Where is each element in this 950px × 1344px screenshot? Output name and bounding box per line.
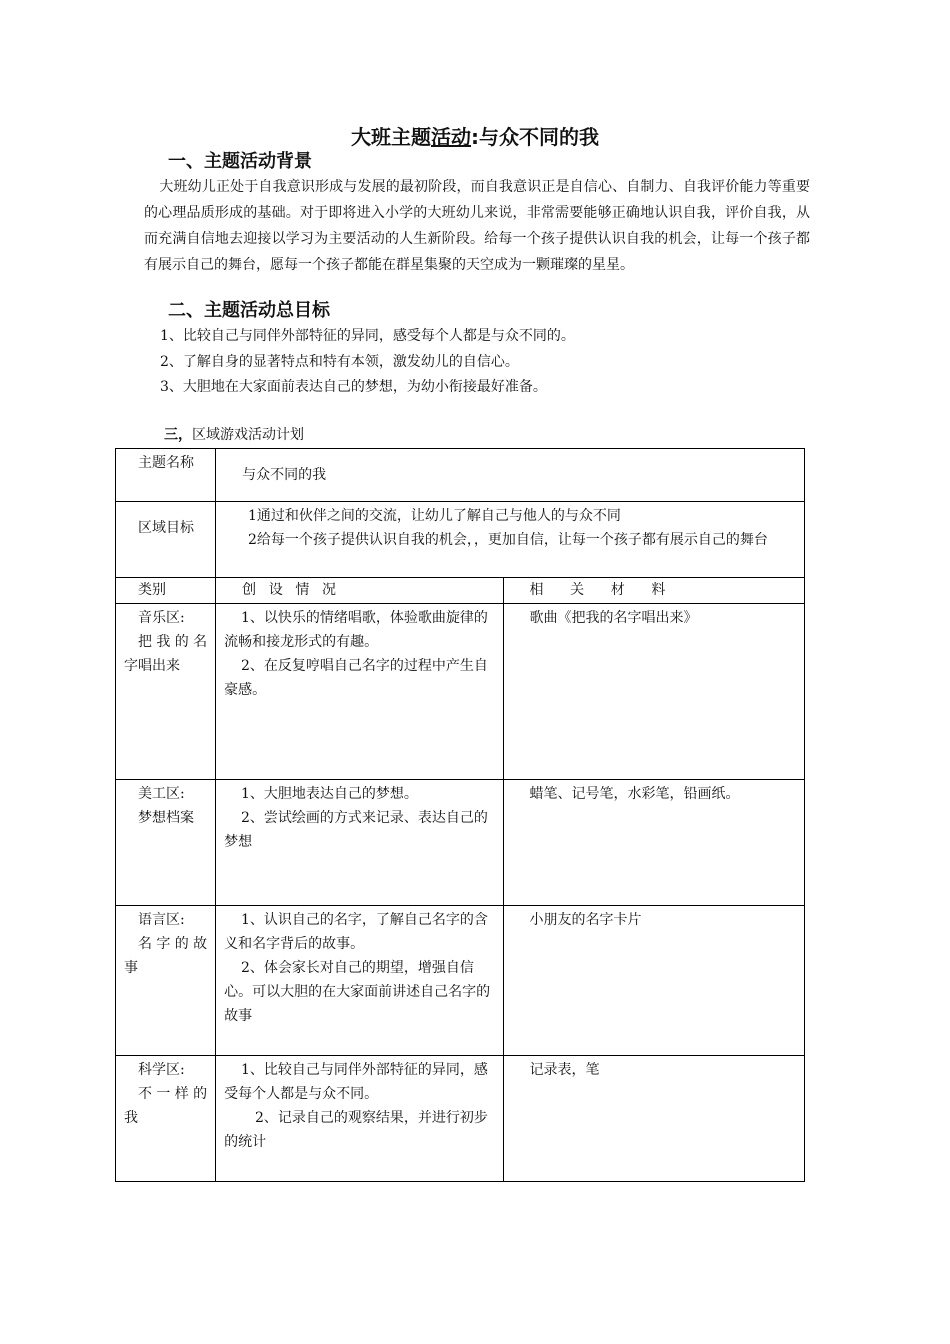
header-setup: 创设情况 <box>216 578 503 604</box>
document-title: 大班主题活动:与众不同的我 <box>351 125 599 149</box>
goal-content-cell <box>216 502 805 578</box>
goal-line: 1通过和伙伴之间的交流，让幼儿了解自己与他人的与众不同 <box>247 508 621 524</box>
setup-cell <box>216 604 503 780</box>
materials-cell: 记录表，笔 <box>503 1056 804 1182</box>
setup-cell <box>216 906 503 1056</box>
area-label: 美工区: <box>138 786 185 802</box>
header-category: 类别 <box>116 578 216 604</box>
area-cell <box>116 780 216 906</box>
activity-plan-table <box>115 448 805 1182</box>
setup-line: 2、尝试绘画的方式来记录、表达自己的梦想 <box>224 810 488 850</box>
area-name: 不一样的我 <box>124 1086 208 1126</box>
materials-cell: 歌曲《把我的名字唱出来》 <box>503 604 804 780</box>
area-label: 语言区: <box>138 912 185 928</box>
goal-line: 2给每一个孩子提供认识自我的机会，，更加自信，让每一个孩子都有展示自己的舞台 <box>247 532 768 548</box>
theme-label-cell: 主题名称 <box>116 449 216 502</box>
setup-line: 1、认识自己的名字，了解自己名字的含义和名字背后的故事。 <box>224 912 488 952</box>
area-cell <box>116 604 216 780</box>
setup-line: 1、大胆地表达自己的梦想。 <box>240 786 418 802</box>
goal-label-cell: 区域目标 <box>116 502 216 578</box>
setup-line: 2、体会家长对自己的期望，增强自信心。可以大胆的在大家面前讲述自己名字的故事 <box>224 960 491 1024</box>
section3-heading: 三，区域游戏活动计划 <box>164 427 304 443</box>
table-row <box>116 780 805 906</box>
table-row <box>116 449 805 502</box>
area-label: 音乐区: <box>138 610 185 626</box>
setup-cell <box>216 780 503 906</box>
table-row <box>116 1056 805 1182</box>
area-name: 梦想档案 <box>138 810 194 826</box>
materials-cell: 蜡笔、记号笔，水彩笔，铅画纸。 <box>503 780 804 906</box>
theme-value-cell: 与众不同的我 <box>216 449 805 502</box>
table-row <box>116 906 805 1056</box>
area-label: 科学区: <box>138 1062 185 1078</box>
area-name: 名字的故事 <box>124 936 208 976</box>
table-row <box>116 502 805 578</box>
table-row <box>116 604 805 780</box>
setup-line: 1、以快乐的情绪唱歌，体验歌曲旋律的流畅和接龙形式的有趣。 <box>224 610 488 650</box>
goal-3: 3、大胆地在大家面前表达自己的梦想，为幼小衔接最好准备。 <box>160 379 547 395</box>
materials-cell: 小朋友的名字卡片 <box>503 906 804 1056</box>
title-underlined-word: 活动 <box>431 125 471 149</box>
section2-heading: 二、主题活动总目标 <box>168 300 330 321</box>
section1-heading: 一、主题活动背景 <box>168 151 312 172</box>
table-header-row <box>116 578 805 604</box>
area-cell <box>116 1056 216 1182</box>
area-cell <box>116 906 216 1056</box>
goal-2: 2、了解自身的显著特点和特有本领，激发幼儿的自信心。 <box>160 354 519 370</box>
setup-line: 2、记录自己的观察结果，并进行初步的统计 <box>224 1110 488 1150</box>
goal-1: 1、比较自己与同伴外部特征的异同，感受每个人都是与众不同的。 <box>160 328 575 344</box>
header-materials: 相关材料 <box>503 578 804 604</box>
background-paragraph: 大班幼儿正处于自我意识形成与发展的最初阶段，而自我意识正是自信心、自制力、自我评价能力等重要的心理品质形成的基础。对于即将进入小学的大班幼儿来说，非常需要能够正确地认识自我，评价自我，从而充满自信地去迎接以学习为主要活动的人生新阶段。给每一个孩子提供认识自我的机会，让每一个孩子都有展示自己的舞台，愿每一个孩子都能在群星集聚的天空成为一颗璀璨的星星。 <box>144 179 810 273</box>
setup-line: 2、在反复哼唱自己名字的过程中产生自豪感。 <box>224 658 488 698</box>
area-name: 把我的名字唱出来 <box>124 634 208 674</box>
setup-line: 1、比较自己与同伴外部特征的异同，感受每个人都是与众不同。 <box>224 1062 488 1102</box>
setup-cell <box>216 1056 503 1182</box>
